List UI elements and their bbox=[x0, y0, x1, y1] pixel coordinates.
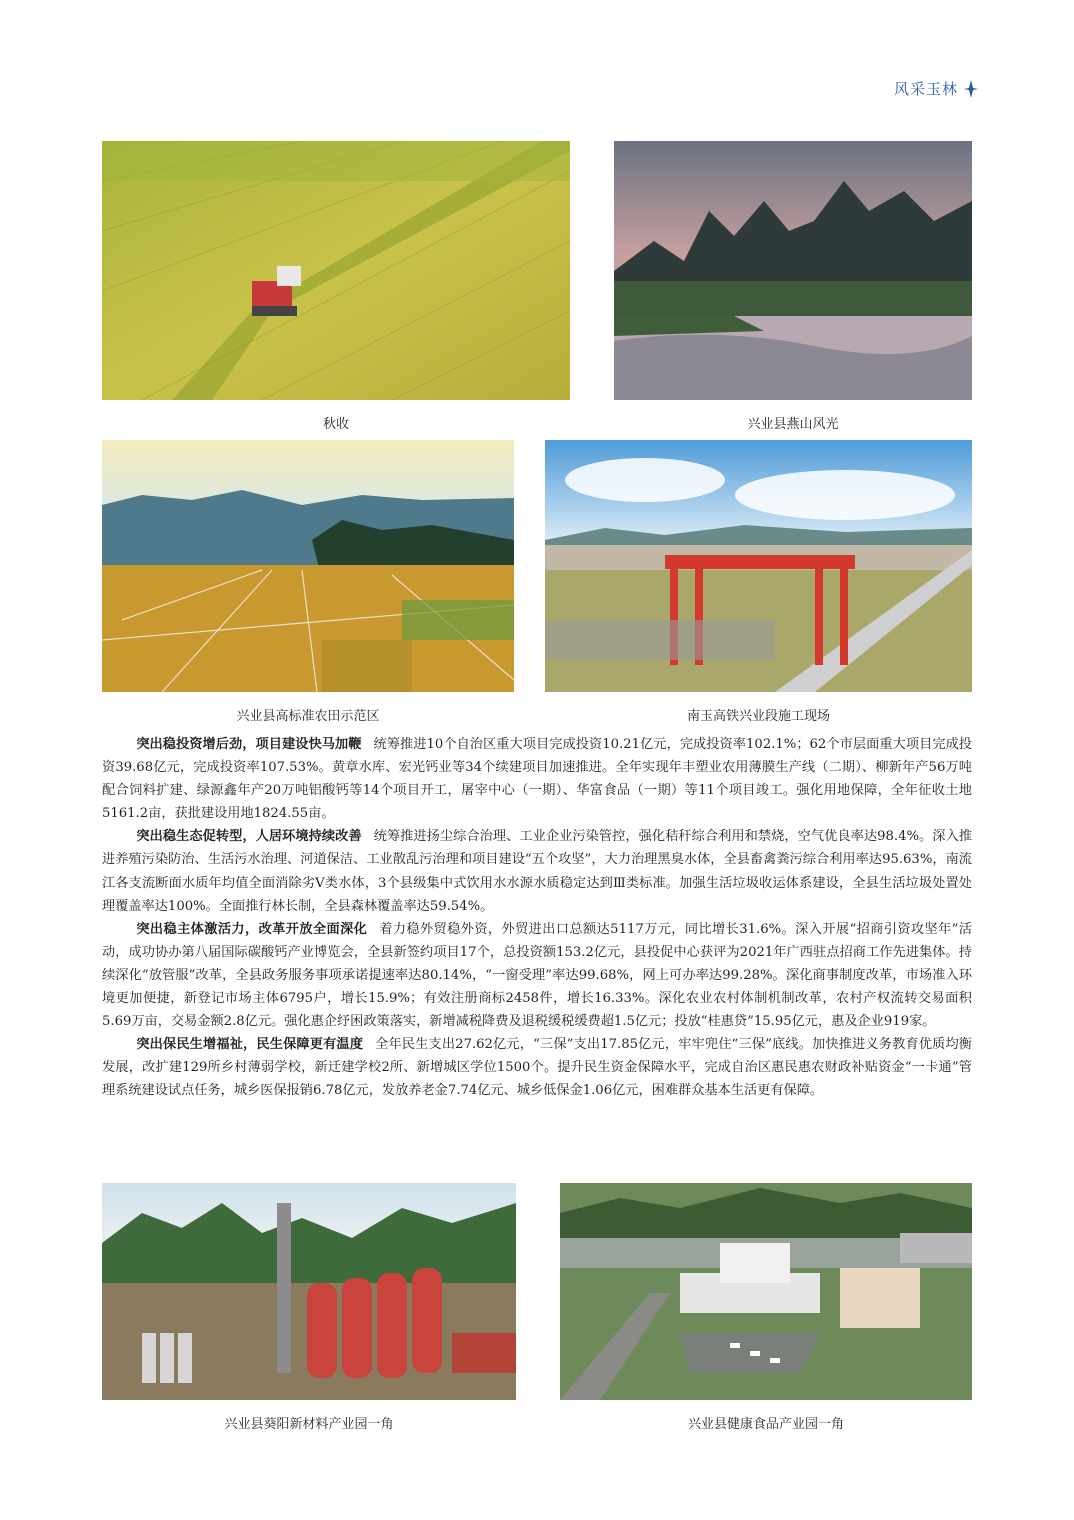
article-body bbox=[102, 733, 972, 1103]
caption-food-industrial-park: 兴业县健康食品产业园一角 bbox=[687, 1417, 844, 1432]
caption-farmland-demo: 兴业县高标准农田示范区 bbox=[236, 709, 380, 724]
photo-kuiyang-industrial-park bbox=[102, 1183, 516, 1400]
paragraph-text: 统筹推进10个自治区重大项目完成投资10.21亿元，完成投资率102.1%；62个市层面重大项目完成投资39.68亿元，完成投资率107.53%。黄章水库、宏光钙业等34个续建项目加速推进。全年实现年丰塑业农用薄膜生产线（二期）、柳新年产56万吨配合饲料扩建、绿源鑫年产20万吨铝酸钙等14个项目开工，屠宰中心（一期）、华富食品（一期）等11个项目竣工。强化用地保障，全年征收土地5161.2亩，获批建设用地1824.55亩。 bbox=[102, 737, 972, 822]
paragraph-reform bbox=[102, 918, 972, 1033]
section-title: 风采玉林 bbox=[893, 80, 958, 98]
photo-autumn-harvest bbox=[102, 141, 570, 400]
paragraph-text: 统筹推进扬尘综合治理、工业企业污染管控，强化秸秆综合利用和禁烧，空气优良率达98.4%。深入推进养殖污染防治、生活污水治理、河道保洁、工业散乱污治理和项目建设“五个攻坚”，大力治理黑臭水体，全县畜禽粪污综合利用率达95.63%，南流江各支流断面水质年均值全面消除劣Ⅴ类水体，3个县级集中式饮用水水源水质稳定达到Ⅲ类标准。加强生活垃圾收运体系建设，全县生活垃圾处置处理覆盖率达100%。全面推行林长制，全县森林覆盖率达59.54%。 bbox=[102, 829, 973, 914]
page-header bbox=[860, 78, 980, 100]
photo-farmland-demo bbox=[102, 440, 514, 692]
paragraph-text: 着力稳外贸稳外资，外贸进出口总额达5117万元，同比增长31.6%。深入开展“招商引资攻坚年”活动，成功协办第八届国际碳酸钙产业博览会，全县新签约项目17个，总投资额153.2亿元，县投促中心获评为2021年广西驻点招商工作先进集体。持续深化“放管服”改革，全县政务服务事项承诺提速率达80.14%，“一窗受理”率达99.68%，网上可办率达99.28%。深化商事制度改革，市场准入环境更加便捷，新登记市场主体6795户，增长15.9%；有效注册商标2458件，增长16.33%。深化农业农村体制机制改革，农村产权流转交易面积5.69万亩，交易金额2.8亿元。强化惠企纾困政策落实，新增减税降费及退税缓税缓费超1.5亿元；投放“桂惠贷”15.95亿元，惠及企业919家。 bbox=[102, 921, 972, 1030]
caption-kuiyang-industrial-park: 兴业县葵阳新材料产业园一角 bbox=[224, 1417, 394, 1432]
paragraph-livelihood bbox=[102, 1033, 972, 1102]
photo-food-industrial-park bbox=[560, 1183, 972, 1400]
paragraph-ecology bbox=[102, 825, 972, 917]
photo-yanshan-scenery bbox=[614, 141, 972, 400]
paragraph-text: 全年民生支出27.62亿元，“三保”支出17.85亿元，牢牢兜住“三保”底线。加快推进义务教育优质均衡发展，改扩建129所乡村薄弱学校，新迁建学校2所、新增城区学位1500个。提升民生资金保障水平，完成自治区惠民惠农财政补贴资金“一卡通”管理系统建设试点任务，城乡医保报销6.78亿元，发放养老金7.74亿元、城乡低保金1.06亿元，困难群众基本生活更有保障。 bbox=[102, 1037, 972, 1099]
paragraph-investment bbox=[102, 733, 972, 825]
paragraph-title: 突出稳生态促转型，人居环境持续改善 bbox=[136, 829, 362, 845]
paragraph-title: 突出稳主体激活力，改革开放全面深化 bbox=[136, 921, 368, 937]
paragraph-title: 突出保民生增福祉，民生保障更有温度 bbox=[136, 1037, 364, 1053]
photo-railway-construction bbox=[545, 440, 972, 692]
caption-yanshan-scenery: 兴业县燕山风光 bbox=[747, 417, 839, 432]
caption-railway-construction: 南玉高铁兴业段施工现场 bbox=[686, 709, 830, 724]
caption-autumn-harvest: 秋收 bbox=[322, 417, 349, 432]
diamond-star-icon bbox=[964, 80, 978, 98]
paragraph-title: 突出稳投资增后劲，项目建设快马加鞭 bbox=[136, 737, 362, 752]
